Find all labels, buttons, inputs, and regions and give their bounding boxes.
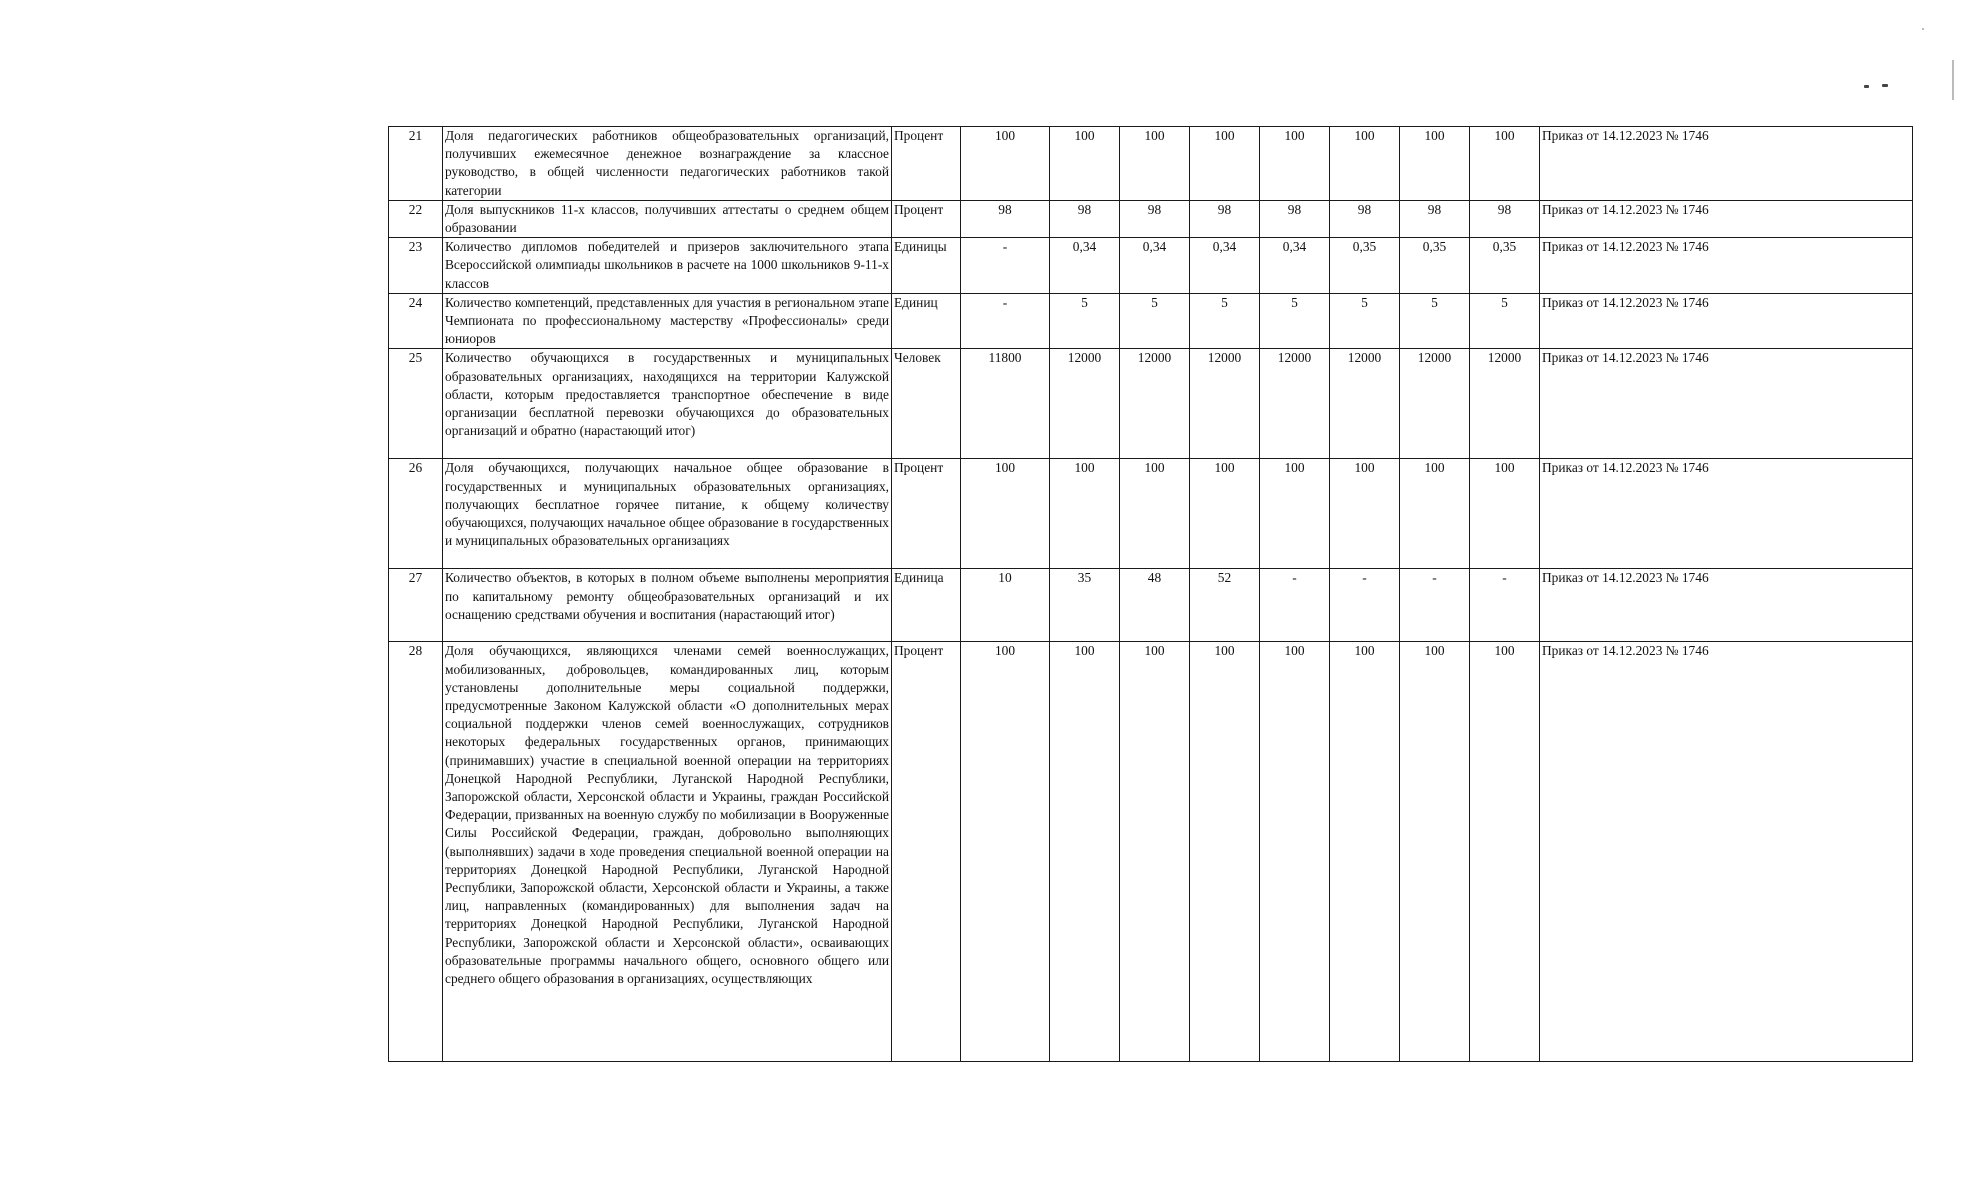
row-number: 24 (389, 293, 443, 349)
indicator-name: Доля обучающихся, получающих начальное общее образование в государственных и муниципальных образовательных организациях, получающих бесплатное горячее питание, к общему количеству обучающихся, получающих начальное общее образование в государственных и муниципальных образовательных организациях (443, 459, 892, 569)
row-number: 27 (389, 569, 443, 642)
scan-artifact (1952, 60, 1954, 100)
value-cell: 100 (1120, 459, 1190, 569)
value-cell: - (961, 293, 1050, 349)
scan-artifact (1882, 84, 1888, 87)
value-cell: 100 (1050, 642, 1120, 1062)
indicator-name: Доля педагогических работников общеобразовательных организаций, получивших ежемесячное денежное вознаграждение за классное руководство, в общей численности педагогических работников такой категории (443, 127, 892, 201)
scan-artifact (1922, 28, 1924, 30)
row-number: 26 (389, 459, 443, 569)
value-cell: 0,34 (1050, 238, 1120, 294)
value-cell: 48 (1120, 569, 1190, 642)
value-cell: 100 (1120, 127, 1190, 201)
value-cell: 98 (961, 200, 1050, 237)
value-cell: 35 (1050, 569, 1120, 642)
value-cell: 100 (1050, 127, 1120, 201)
source-cell: Приказ от 14.12.2023 № 1746 (1540, 127, 1913, 201)
value-cell: 0,34 (1190, 238, 1260, 294)
value-cell: 100 (1330, 642, 1400, 1062)
value-cell: 10 (961, 569, 1050, 642)
value-cell: 100 (1190, 642, 1260, 1062)
indicator-name: Количество дипломов победителей и призеров заключительного этапа Всероссийской олимпиады школьников в расчете на 1000 школьников 9-11-х классов (443, 238, 892, 294)
row-number: 23 (389, 238, 443, 294)
value-cell: 0,34 (1120, 238, 1190, 294)
value-cell: 100 (1470, 459, 1540, 569)
value-cell: 12000 (1120, 349, 1190, 459)
value-cell: 12000 (1190, 349, 1260, 459)
value-cell: 12000 (1470, 349, 1540, 459)
value-cell: 5 (1260, 293, 1330, 349)
scan-artifact (1864, 85, 1869, 88)
unit-cell: Единица (892, 569, 961, 642)
value-cell: 100 (1330, 127, 1400, 201)
value-cell: 100 (1190, 459, 1260, 569)
value-cell: 98 (1470, 200, 1540, 237)
value-cell: - (1260, 569, 1330, 642)
value-cell: 98 (1400, 200, 1470, 237)
value-cell: 98 (1050, 200, 1120, 237)
value-cell: 100 (961, 459, 1050, 569)
value-cell: 100 (1400, 127, 1470, 201)
unit-cell: Процент (892, 200, 961, 237)
value-cell: 12000 (1400, 349, 1470, 459)
value-cell: 5 (1050, 293, 1120, 349)
indicators-table (388, 126, 1913, 1062)
source-cell: Приказ от 14.12.2023 № 1746 (1540, 238, 1913, 294)
value-cell: 98 (1190, 200, 1260, 237)
table-row (389, 349, 1913, 459)
source-cell: Приказ от 14.12.2023 № 1746 (1540, 569, 1913, 642)
table-row (389, 200, 1913, 237)
unit-cell: Процент (892, 459, 961, 569)
table-row (389, 459, 1913, 569)
source-cell: Приказ от 14.12.2023 № 1746 (1540, 349, 1913, 459)
value-cell: 5 (1330, 293, 1400, 349)
indicator-name: Количество объектов, в которых в полном объеме выполнены мероприятия по капитальному ремонту общеобразовательных организаций и их оснащению средствами обучения и воспитания (нарастающий итог) (443, 569, 892, 642)
value-cell: 0,35 (1470, 238, 1540, 294)
row-number: 25 (389, 349, 443, 459)
value-cell: 100 (1400, 642, 1470, 1062)
indicator-name: Доля обучающихся, являющихся членами семей военнослужащих, мобилизованных, добровольцев, командированных лиц, которым установлены дополнительные меры социальной поддержки, предусмотренные Законом Калужской области «О дополнительных мерах социальной поддержки членов семей военнослужащих, сотрудников некоторых федеральных государственных органов, принимающих (принимавших) участие в специальной военной операции на территориях Донецкой Народной Республики, Луганской Народной Республики, Запорожской области, Херсонской области и Украины, граждан Российской Федерации, призванных на военную службу по мобилизации в Вооруженные Силы Российской Федерации, граждан, добровольно выполняющих (выполнявших) задачи в ходе проведения специальной военной операции на территориях Донецкой Народной Республики, Луганской Народной Республики, Запорожской области, Херсонской области и Украины, а также лиц, направленных (командированных) для выполнения задач на территориях Донецкой Народной Республики, Луганской Народной Республики, Запорожской области и Херсонской области», осваивающих образовательные программы начального общего, основного общего или среднего общего образования в организациях, осуществляющих (443, 642, 892, 1062)
value-cell: 5 (1120, 293, 1190, 349)
value-cell: 100 (1330, 459, 1400, 569)
table-row (389, 127, 1913, 201)
unit-cell: Единицы (892, 238, 961, 294)
indicator-name: Доля выпускников 11-х классов, получивших аттестаты о среднем общем образовании (443, 200, 892, 237)
value-cell: 12000 (1330, 349, 1400, 459)
value-cell: 0,35 (1400, 238, 1470, 294)
value-cell: 100 (1470, 127, 1540, 201)
value-cell: 100 (961, 642, 1050, 1062)
table-row (389, 293, 1913, 349)
value-cell: 5 (1190, 293, 1260, 349)
value-cell: 100 (1190, 127, 1260, 201)
indicator-name: Количество обучающихся в государственных и муниципальных образовательных организациях, находящихся на территории Калужской области, которым предоставляется транспортное обеспечение в виде организации бесплатной перевозки обучающихся до образовательных организаций и обратно (нарастающий итог) (443, 349, 892, 459)
source-cell: Приказ от 14.12.2023 № 1746 (1540, 459, 1913, 569)
source-cell: Приказ от 14.12.2023 № 1746 (1540, 642, 1913, 1062)
unit-cell: Процент (892, 127, 961, 201)
value-cell: 100 (1120, 642, 1190, 1062)
value-cell: 100 (961, 127, 1050, 201)
value-cell: 100 (1260, 459, 1330, 569)
value-cell: - (1400, 569, 1470, 642)
value-cell: 0,34 (1260, 238, 1330, 294)
value-cell: 52 (1190, 569, 1260, 642)
value-cell: 100 (1260, 127, 1330, 201)
indicator-name: Количество компетенций, представленных для участия в региональном этапе Чемпионата по профессиональному мастерству «Профессионалы» среди юниоров (443, 293, 892, 349)
value-cell: 98 (1260, 200, 1330, 237)
value-cell: - (1330, 569, 1400, 642)
value-cell: 12000 (1260, 349, 1330, 459)
unit-cell: Человек (892, 349, 961, 459)
row-number: 21 (389, 127, 443, 201)
value-cell: - (1470, 569, 1540, 642)
value-cell: 100 (1400, 459, 1470, 569)
value-cell: 98 (1120, 200, 1190, 237)
table-row (389, 238, 1913, 294)
source-cell: Приказ от 14.12.2023 № 1746 (1540, 293, 1913, 349)
value-cell: - (961, 238, 1050, 294)
source-cell: Приказ от 14.12.2023 № 1746 (1540, 200, 1913, 237)
row-number: 22 (389, 200, 443, 237)
table-row (389, 642, 1913, 1062)
value-cell: 5 (1470, 293, 1540, 349)
value-cell: 100 (1470, 642, 1540, 1062)
value-cell: 100 (1260, 642, 1330, 1062)
value-cell: 11800 (961, 349, 1050, 459)
value-cell: 100 (1050, 459, 1120, 569)
table-row (389, 569, 1913, 642)
value-cell: 12000 (1050, 349, 1120, 459)
value-cell: 0,35 (1330, 238, 1400, 294)
value-cell: 98 (1330, 200, 1400, 237)
row-number: 28 (389, 642, 443, 1062)
unit-cell: Единиц (892, 293, 961, 349)
unit-cell: Процент (892, 642, 961, 1062)
value-cell: 5 (1400, 293, 1470, 349)
